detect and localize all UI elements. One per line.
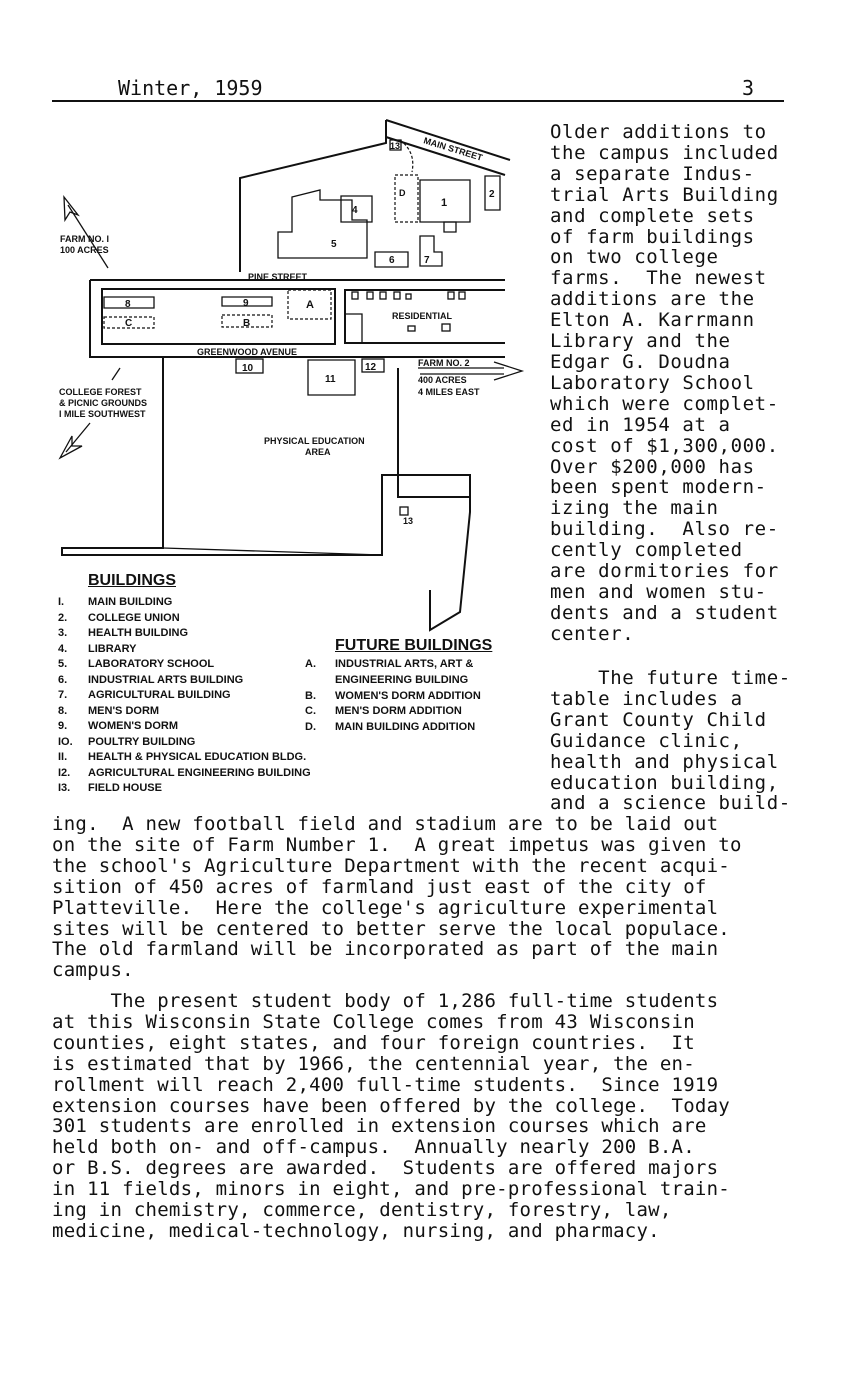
farm2-label-line2: 400 ACRES: [418, 375, 467, 385]
legend-item-name: HEALTH BUILDING: [88, 627, 189, 639]
legend-item-number: D.: [305, 721, 316, 734]
forest-label-line3: I MILE SOUTHWEST: [59, 409, 146, 419]
legend-item-number: I2.: [58, 766, 71, 779]
pe-area-label-line2: AREA: [305, 447, 331, 457]
building-label-6: 6: [389, 255, 395, 266]
farm1-label-line2: 100 ACRES: [60, 245, 109, 255]
legend-item: [305, 721, 492, 737]
future-label-c: C: [125, 318, 133, 329]
legend-item-name: AGRICULTURAL BUILDING: [88, 689, 231, 701]
legend-item: [58, 658, 215, 674]
legend-item-number: 7.: [58, 689, 68, 701]
legend-item: [58, 689, 231, 705]
pine-street-label: PINE STREET: [248, 272, 308, 282]
forest-label-line1: COLLEGE FOREST: [59, 387, 142, 397]
building-label-1: 1: [441, 197, 448, 209]
legend-item: [58, 627, 189, 643]
legend-item-name: INDUSTRIAL ARTS BUILDING: [88, 673, 244, 686]
legend-item: [58, 705, 176, 721]
body-paragraph-2: The present student body of 1,286 full-time students at this Wisconsin State College comes from 43 Wisconsin counties, eight states, and four foreign countries. It is estimated that by 1966, the centennial year, the en- rollment will reach 2,400 full-time students. Since 1919 extension courses have been offered by the college. Today 301 students are enrolled in extension courses which are held both on- and off-campus. Annually nearly 200 B.A. or B.S. degrees are awarded. Students are offered majors in 11 fields, minors in eight, and pre-professional train- ing in chemistry, commerce, dentistry, forestry, law, medicine, medical-technology, nursing, and pharmacy.: [52, 990, 730, 1242]
legend-item: [58, 751, 307, 767]
legend-item-name: MEN'S DORM: [88, 704, 160, 717]
legend-item-name: COLLEGE UNION: [88, 611, 180, 624]
legend-item-name: LIBRARY: [88, 642, 137, 655]
legend-future: [305, 637, 492, 737]
building-label-5: 5: [331, 239, 337, 250]
legend-future-title: FUTURE BUILDINGS: [335, 637, 493, 654]
legend-item-name: MAIN BUILDING: [88, 596, 173, 608]
future-label-d: D: [399, 188, 406, 198]
legend-item-name: HEALTH & PHYSICAL EDUCATION BLDG.: [88, 751, 307, 763]
main-street-label: MAIN STREET: [422, 135, 484, 163]
farm2-label-line3: 4 MILES EAST: [418, 387, 480, 397]
future-label-b: B: [243, 318, 251, 329]
legend-item: [58, 735, 196, 752]
legend-item: [58, 720, 176, 736]
legend-item-number: 8.: [58, 704, 68, 717]
legend-item-number: B.: [305, 689, 316, 702]
residential-label: RESIDENTIAL: [392, 311, 453, 321]
legend-item: [58, 596, 176, 612]
legend-item-number: 6.: [58, 673, 68, 686]
legend-item-name: MAIN BUILDING ADDITION: [335, 721, 476, 734]
right-column-text-1: Older additions to the campus included a separate Indus- trial Arts Building and complete sets of farm buildings on two college farms. The newest additions are the Elton A. Karrmann Library and the Edgar G. Doudna Laboratory School which were complet- ed in 1954 at a cost of $1,300,000. Over $200,000 has been spent modern- izing the main building. Also re- cently completed are dormitories for men and women stu- dents and a student center.: [550, 121, 779, 645]
legend-item-name: MEN'S DORM ADDITION: [335, 705, 462, 718]
greenwood-avenue-label: GREENWOOD AVENUE: [197, 347, 298, 357]
legend-item-number: I.: [58, 596, 65, 608]
legend-item-name: ENGINEERING BUILDING: [335, 673, 469, 686]
issue-date: Winter, 1959: [118, 76, 263, 100]
future-label-a: A: [306, 299, 314, 311]
body-paragraph-1: ing. A new football field and stadium are to be laid out on the site of Farm Number 1. A great impetus was given to the school's Agriculture Department with the recent acqui- sition of 450 acres of farmland just east of the city of Platteville. Here the college's agriculture experimental sites will be centered to better serve the local populace. The old farmland will be incorporated as part of the main campus.: [52, 813, 742, 982]
legend-item: [58, 643, 176, 659]
right-column-text-2: The future time- table includes a Grant County Child Guidance clinic, health and physical education building, and a science build-: [550, 667, 791, 815]
legend-buildings-list: [58, 596, 311, 798]
legend-item-name: WOMEN'S DORM ADDITION: [335, 689, 481, 702]
farm1-label-line1: FARM NO. I: [60, 234, 109, 244]
building-label-13-top: 13: [390, 141, 401, 151]
legend-item-name: INDUSTRIAL ARTS, ART &: [335, 658, 474, 670]
legend-item-number: C.: [305, 705, 316, 718]
building-label-4: 4: [352, 205, 358, 216]
legend-item: [58, 611, 180, 628]
legend-item-name: FIELD HOUSE: [88, 782, 162, 794]
building-label-9: 9: [243, 298, 249, 309]
legend-item-number: 4.: [58, 642, 68, 655]
legend-item: [58, 673, 244, 690]
legend-item: [58, 766, 311, 783]
map-labels: [59, 135, 495, 526]
legend-item-number: II.: [58, 751, 68, 763]
legend-item-number: 5.: [58, 658, 68, 670]
legend-buildings: [58, 572, 311, 798]
legend-item: [305, 705, 492, 721]
legend-buildings-title: BUILDINGS: [88, 572, 176, 589]
legend-item-number: 3.: [58, 627, 68, 639]
page-number: 3: [742, 76, 755, 100]
farm2-label-line1: FARM NO. 2: [418, 358, 470, 368]
legend-item: [305, 658, 492, 674]
legend-item-name: LABORATORY SCHOOL: [88, 658, 215, 670]
legend-item: [58, 782, 176, 798]
legend-item-name: WOMEN'S DORM: [88, 720, 178, 732]
legend-item-number: 2.: [58, 611, 68, 624]
building-label-10: 10: [242, 363, 254, 374]
legend-item-number: IO.: [58, 735, 73, 748]
forest-label-line2: & PICNIC GROUNDS: [59, 398, 148, 408]
pe-area-label-line1: PHYSICAL EDUCATION: [264, 436, 365, 446]
building-label-8: 8: [125, 299, 131, 310]
building-label-13-bottom: 13: [403, 516, 414, 526]
legend-item: [305, 690, 492, 706]
legend-item-number: I3.: [58, 782, 71, 794]
legend-item-number: 9.: [58, 720, 68, 732]
legend-future-list: [305, 658, 492, 737]
building-label-11: 11: [325, 374, 336, 385]
legend-item-name: POULTRY BUILDING: [88, 735, 196, 748]
legend-item: [305, 674, 492, 690]
building-label-12: 12: [365, 362, 377, 373]
building-label-7: 7: [424, 255, 430, 266]
legend-item-number: A.: [305, 658, 316, 670]
legend-item-name: AGRICULTURAL ENGINEERING BUILDING: [88, 766, 311, 779]
building-label-2: 2: [489, 189, 495, 200]
